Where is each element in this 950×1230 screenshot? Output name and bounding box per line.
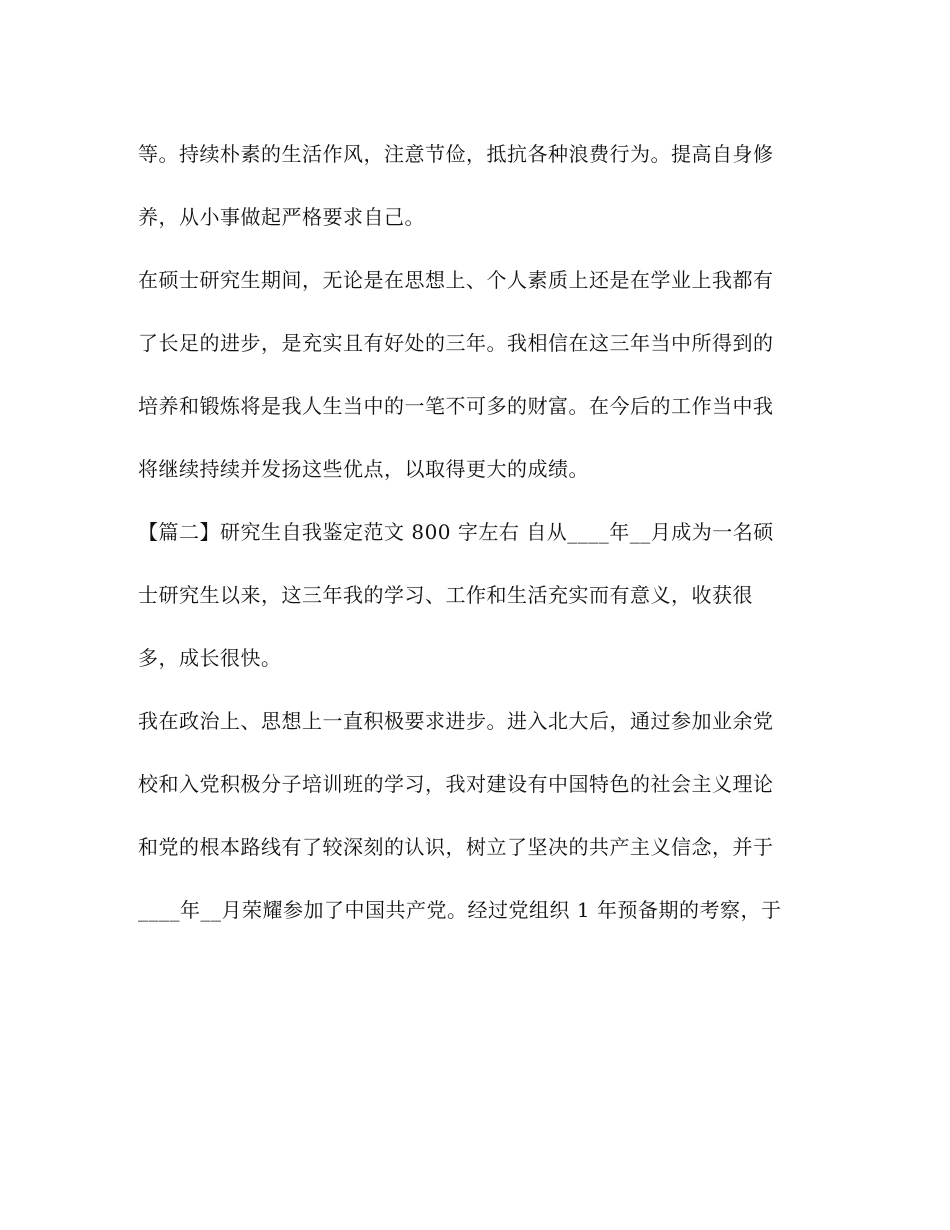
- text-line: 等。持续朴素的生活作风，注意节俭，抵抗各种浪费行为。提高自身修: [138, 142, 774, 166]
- text-line: 将继续持续并发扬这些优点，以取得更大的成绩。: [138, 457, 589, 481]
- text-line: 校和入党积极分子培训班的学习，我对建设有中国特色的社会主义理论: [138, 772, 774, 796]
- text-line: 士研究生以来，这三年我的学习、工作和生活充实而有意义，收获很: [138, 583, 753, 607]
- text-line: 培养和锻炼将是我人生当中的一笔不可多的财富。在今后的工作当中我: [138, 394, 774, 418]
- text-line: 多，成长很快。: [138, 646, 282, 670]
- text-line: 在硕士研究生期间，无论是在思想上、个人素质上还是在学业上我都有: [138, 268, 774, 292]
- document-body: [138, 135, 818, 954]
- text-line: ____年__月荣耀参加了中国共产党。经过党组织 1 年预备期的考察，于: [138, 898, 782, 922]
- text-line: 我在政治上、思想上一直积极要求进步。进入北大后，通过参加业余党: [138, 709, 774, 733]
- text-line: 和党的根本路线有了较深刻的认识，树立了坚决的共产主义信念，并于: [138, 835, 774, 859]
- text-line: 了长足的进步，是充实且有好处的三年。我相信在这三年当中所得到的: [138, 331, 774, 355]
- text-line: 养，从小事做起严格要求自己。: [138, 205, 425, 229]
- section-heading-line: 【篇二】研究生自我鉴定范文 800 字左右 自从____年__月成为一名硕: [138, 520, 774, 544]
